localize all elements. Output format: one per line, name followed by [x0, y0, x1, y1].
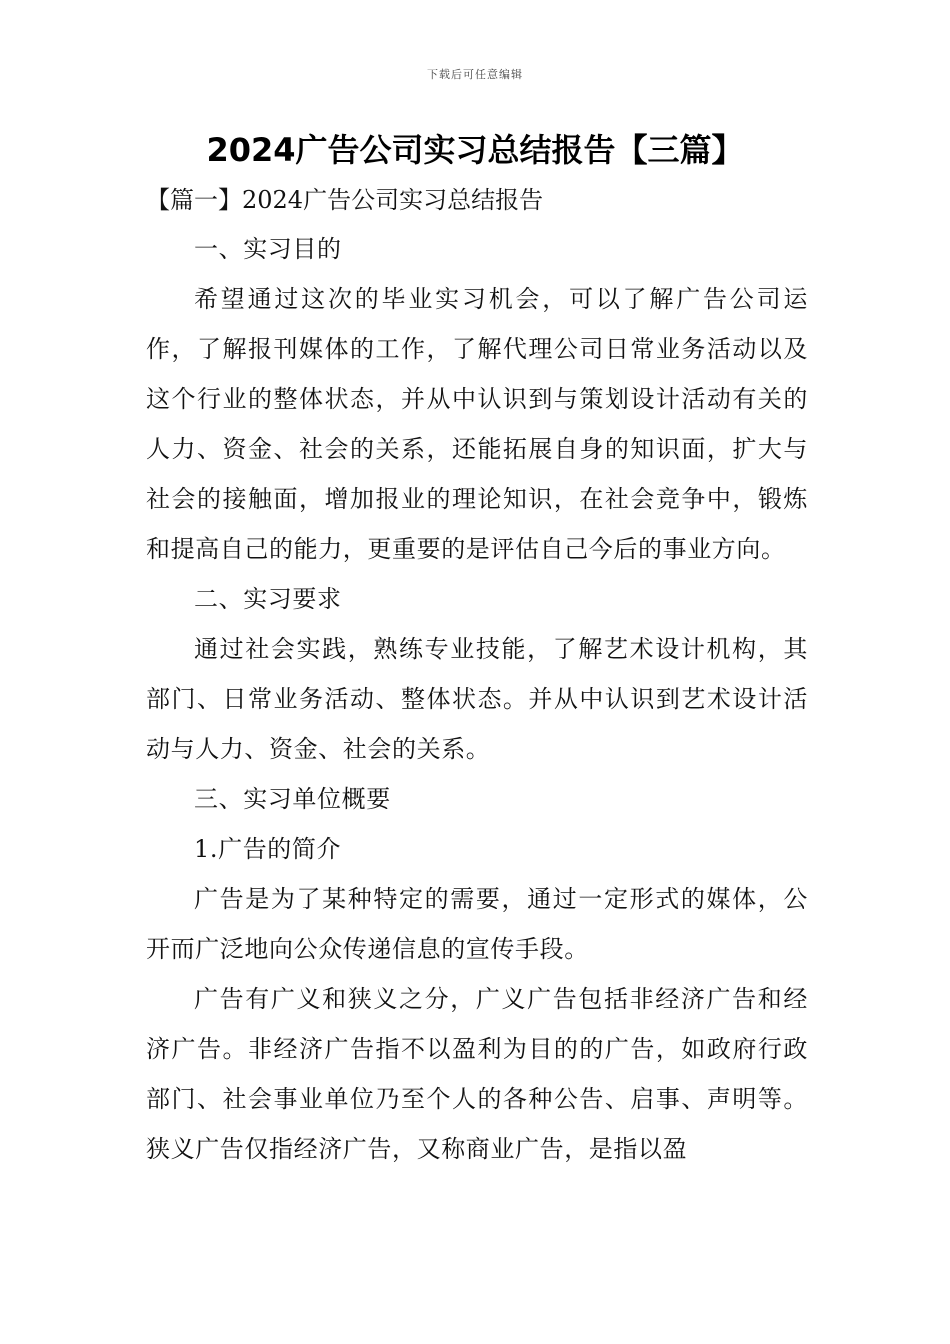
paragraph-purpose: 希望通过这次的毕业实习机会，可以了解广告公司运作，了解报刊媒体的工作，了解代理公司日常业务活动以及这个行业的整体状态，并从中认识到与策划设计活动有关的人力、资金、社会的关系，还能拓展自身的知识面，扩大与社会的接触面，增加报业的理论知识，在社会竞争中，锻炼和提高自己的能力，更重要的是评估自己今后的事业方向。: [146, 285, 808, 563]
section-heading-unit-overview: 三、实习单位概要: [194, 785, 391, 813]
paragraph-requirements: 通过社会实践，熟练专业技能，了解艺术设计机构，其部门、日常业务活动、整体状态。并从中认识到艺术设计活动与人力、资金、社会的关系。: [146, 635, 808, 763]
paragraph-ad-types: 广告有广义和狭义之分，广义广告包括非经济广告和经济广告。非经济广告指不以盈利为目的的广告，如政府行政部门、社会事业单位乃至个人的各种公告、启事、声明等。狭义广告仅指经济广告，又称商业广告，是指以盈: [146, 985, 808, 1163]
document-title: 2024广告公司实习总结报告【三篇】: [206, 131, 744, 169]
document-body: [146, 176, 808, 1174]
part-heading: 【篇一】2024广告公司实习总结报告: [146, 186, 544, 214]
subheading-ad-intro: 1.广告的简介: [194, 835, 342, 863]
section-heading-purpose: 一、实习目的: [194, 235, 342, 263]
paragraph-ad-definition: 广告是为了某种特定的需要，通过一定形式的媒体，公开而广泛地向公众传递信息的宣传手段。: [146, 885, 808, 963]
section-heading-requirements: 二、实习要求: [194, 585, 342, 613]
header-note: 下载后可任意编辑: [427, 68, 523, 81]
